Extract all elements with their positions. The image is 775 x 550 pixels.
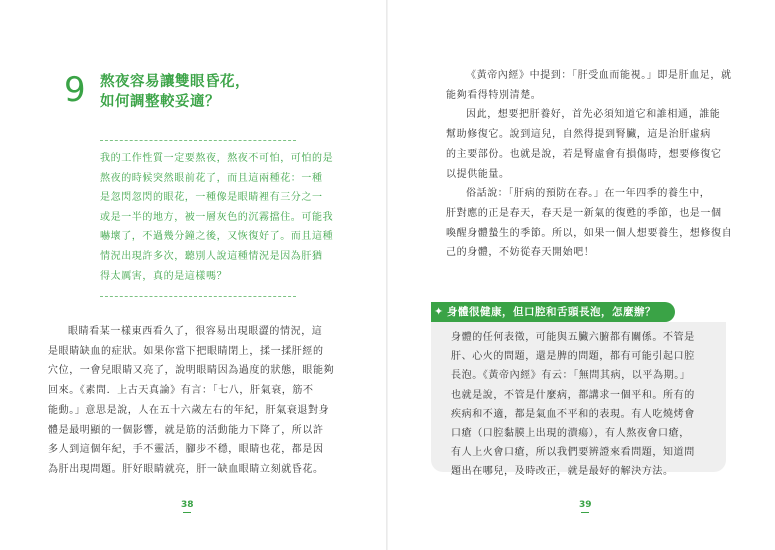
page-number-underline: [581, 512, 589, 513]
sparkle-icon: ✦: [434, 305, 444, 318]
body-line: 己的身體，不妨從春天開始吧！: [446, 247, 595, 259]
body-line: 幫助修復它。說到這兒，自然得提到腎臟，這是治肝虛病: [446, 129, 711, 141]
body-text: [48, 322, 340, 480]
tip-line: 口瘡（口腔黏膜上出現的潰瘍），有人熬夜會口瘡，: [451, 428, 690, 440]
tip-header: [431, 302, 675, 322]
body-line: 俗話說：「肝病的預防在春。」在一年四季的養生中，: [466, 188, 711, 200]
body-line: 多人到這個年紀，手不靈活，腳步不穩，眼睛也花，都是因: [48, 444, 324, 456]
page-number-text: 39: [579, 500, 592, 510]
tip-line: 也就是說，不管是什麼病，都講求一個平和。所有的: [451, 389, 695, 401]
tip-line: 題出在哪兒，及時改正，就是最好的解決方法。: [451, 466, 674, 478]
tip-line: 疾病和不適，都是氣血不平和的表現。有人吃燒烤會: [451, 408, 695, 420]
body-line: 穴位，一會兒眼睛又亮了，說明眼睛因為過度的狀態，眼能夠: [48, 365, 335, 377]
body-line: 的主要部份。也就是說，若是腎虛會有損傷時，想要修復它: [446, 148, 722, 160]
quote-line: 嚇壞了，不過幾分鐘之後，又恢復好了。而且這種: [100, 231, 334, 243]
quote-line: 是忽閃忽閃的眼花，一種像是眼睛裡有三分之一: [100, 192, 323, 204]
right-page: [388, 0, 775, 550]
body-line: 以提供能量。: [446, 168, 510, 180]
body-line: 回來。《素問．上古天真論》有言：「七八，肝氣衰，筋不: [48, 385, 314, 397]
tip-body: [451, 328, 721, 482]
body-line: 眼睛看某一樣東西看久了，很容易出現眼澀的情況，這: [68, 326, 323, 337]
left-page: [0, 0, 387, 550]
chapter-title-line: 如何調整較妥適？: [100, 94, 220, 110]
tip-line: 肝、心火的問題，還是脾的問題，都有可能引起口腔: [451, 351, 695, 363]
reader-question-box: [100, 140, 334, 297]
quote-line: 熬夜的時候突然眼前花了，而且這兩種花：一種: [100, 172, 323, 184]
tip-line: 有人上火會口瘡，所以我們要辨證來看問題，知道問: [451, 447, 695, 459]
body-line: 能動。」意思是說，人在五十六歲左右的年紀，肝氣衰退對身: [48, 404, 330, 416]
chapter-number: 9: [64, 70, 86, 110]
chapter-title: [100, 72, 290, 112]
page-number-underline: [183, 512, 191, 513]
body-line: 《黃帝內經》中提到：「肝受血而能視。」即是肝血足，就: [466, 70, 732, 81]
quote-line: 或是一半的地方，被一層灰色的沉霧擋住。可能我: [100, 211, 334, 223]
quote-line: 得太厲害，真的是這樣嗎？: [100, 270, 228, 282]
body-text: [446, 66, 736, 263]
body-line: 肝對應的正是春天，春天是一新氣的復甦的季節，也是一個: [446, 207, 722, 219]
tip-header-text: 身體很健康，但口腔和舌頭長泡，怎麼辦？: [447, 306, 656, 318]
body-line: 是眼睛缺血的症狀。如果你當下把眼睛閉上，揉一揉肝經的: [48, 345, 324, 357]
chapter-title-line: 熬夜容易讓雙眼昏花，: [100, 74, 250, 90]
body-line: 能夠看得特別清楚。: [446, 89, 542, 101]
page-number: [579, 500, 592, 513]
body-line: 為肝出現問題。肝好眼睛就亮，肝一缺血眼睛立刻就昏花。: [48, 463, 324, 475]
page-number-text: 38: [181, 500, 194, 510]
tip-line: 長泡。《黃帝內經》有云：「無問其病，以平為期。」: [451, 370, 691, 382]
tip-line: 身體的任何表徵，可能與五臟六腑都有關係。不管是: [451, 332, 695, 343]
tip-box: [431, 322, 726, 478]
body-line: 喚醒身體蟄生的季節。所以，如果一個人想要養生，想修復自: [446, 227, 733, 239]
quote-line: 我的工作性質一定要熬夜，熬夜不可怕，可怕的是: [100, 153, 334, 164]
page-number: [181, 500, 194, 513]
body-line: 因此，想要把肝養好，首先必須知道它和誰相通，誰能: [466, 109, 721, 121]
quote-line: 情況出現許多次，聽別人說這種情況是因為肝猶: [100, 250, 323, 262]
body-line: 體是最明顯的一個影響，就是筋的活動能力下降了，所以許: [48, 424, 324, 436]
